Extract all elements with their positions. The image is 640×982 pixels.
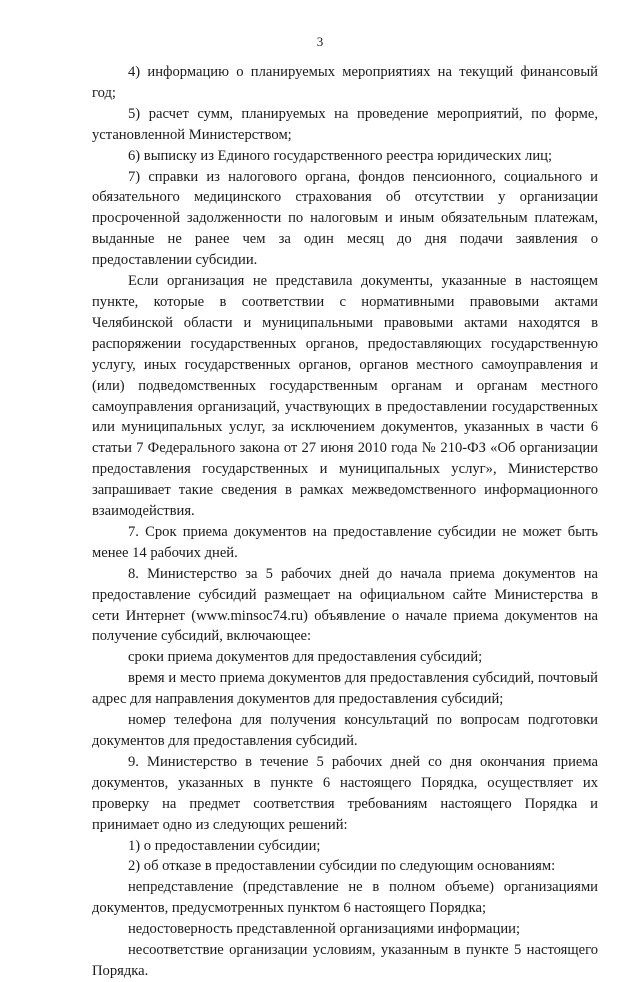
paragraph-item-5: 5) расчет сумм, планируемых на проведение мероприятий, по форме, установленной Министерством; [92, 105, 598, 143]
paragraph-clause-7: 7. Срок приема документов на предоставление субсидии не может быть менее 14 рабочих дней. [92, 523, 598, 561]
paragraph-clause-9: 9. Министерство в течение 5 рабочих дней со дня окончания приема документов, указанных в пункте 6 настоящего Порядка, осуществляет их проверку на предмет соответствия требованиям настоящего Порядка и принимает одно из следующих решений: [92, 753, 598, 833]
paragraph-announcement-place: время и место приема документов для предоставления субсидий, почтовый адрес для направления документов для предоставления субсидий; [92, 670, 598, 708]
paragraph-refusal-inaccurate: недостоверность представленной организациями информации; [128, 921, 521, 938]
document-body [92, 62, 598, 982]
paragraph-refusal-incomplete: непредставление (представление не в полном объеме) организациями документов, предусмотренных пунктом 6 настоящего Порядка; [92, 879, 598, 917]
paragraph-announcement-terms: сроки приема документов для предоставления субсидий; [128, 649, 483, 666]
paragraph-decision-refusal: 2) об отказе в предоставлении субсидии по следующим основаниям: [128, 858, 556, 875]
page-number: 3 [316, 34, 324, 49]
paragraph-decision-grant: 1) о предоставлении субсидии; [128, 837, 321, 854]
paragraph-item-7: 7) справки из налогового органа, фондов пенсионного, социального и обязательного медицинского страхования об отсутствии у организации просроченной задолженности по налоговым и иным обязательным платежам, выданные не ранее чем за один месяц до дня подачи заявления о предоставлении субсидии. [92, 168, 598, 269]
paragraph-clause-8: 8. Министерство за 5 рабочих дней до начала приема документов на предоставление субсидий размещает на официальном сайте Министерства в сети Интернет (www.minsoc74.ru) объявление о начале приема документов на получение субсидий, включающее: [92, 565, 598, 645]
paragraph-announcement-phone: номер телефона для получения консультаций по вопросам подготовки документов для предоставления субсидий. [92, 712, 598, 749]
paragraph-missing-documents: Если организация не представила документы, указанные в настоящем пункте, которые в соответствии с нормативными правовыми актами Челябинской области и муниципальными правовыми актами находятся в распоряжении государственных органов, предоставляющих государственную услугу, иных государственных органов, органов местного самоуправления и (или) подведомственных государственным органам и органам местного самоуправления организаций, участвующих в предоставлении государственных или муниципальных услуг, за исключением документов, указанных в части 6 статьи 7 Федерального закона от 27 июня 2010 года № 210-ФЗ «Об организации предоставления государственных и муниципальных услуг», Министерство запрашивает такие сведения в рамках межведомственного информационного взаимодействия. [92, 273, 598, 520]
paragraph-item-4: 4) информацию о планируемых мероприятиях на текущий финансовый год; [92, 64, 598, 101]
paragraph-refusal-noncompliance: несоответствие организации условиям, указанным в пункте 5 настоящего Порядка. [92, 942, 598, 979]
paragraph-item-6: 6) выписку из Единого государственного реестра юридических лиц; [128, 147, 553, 164]
